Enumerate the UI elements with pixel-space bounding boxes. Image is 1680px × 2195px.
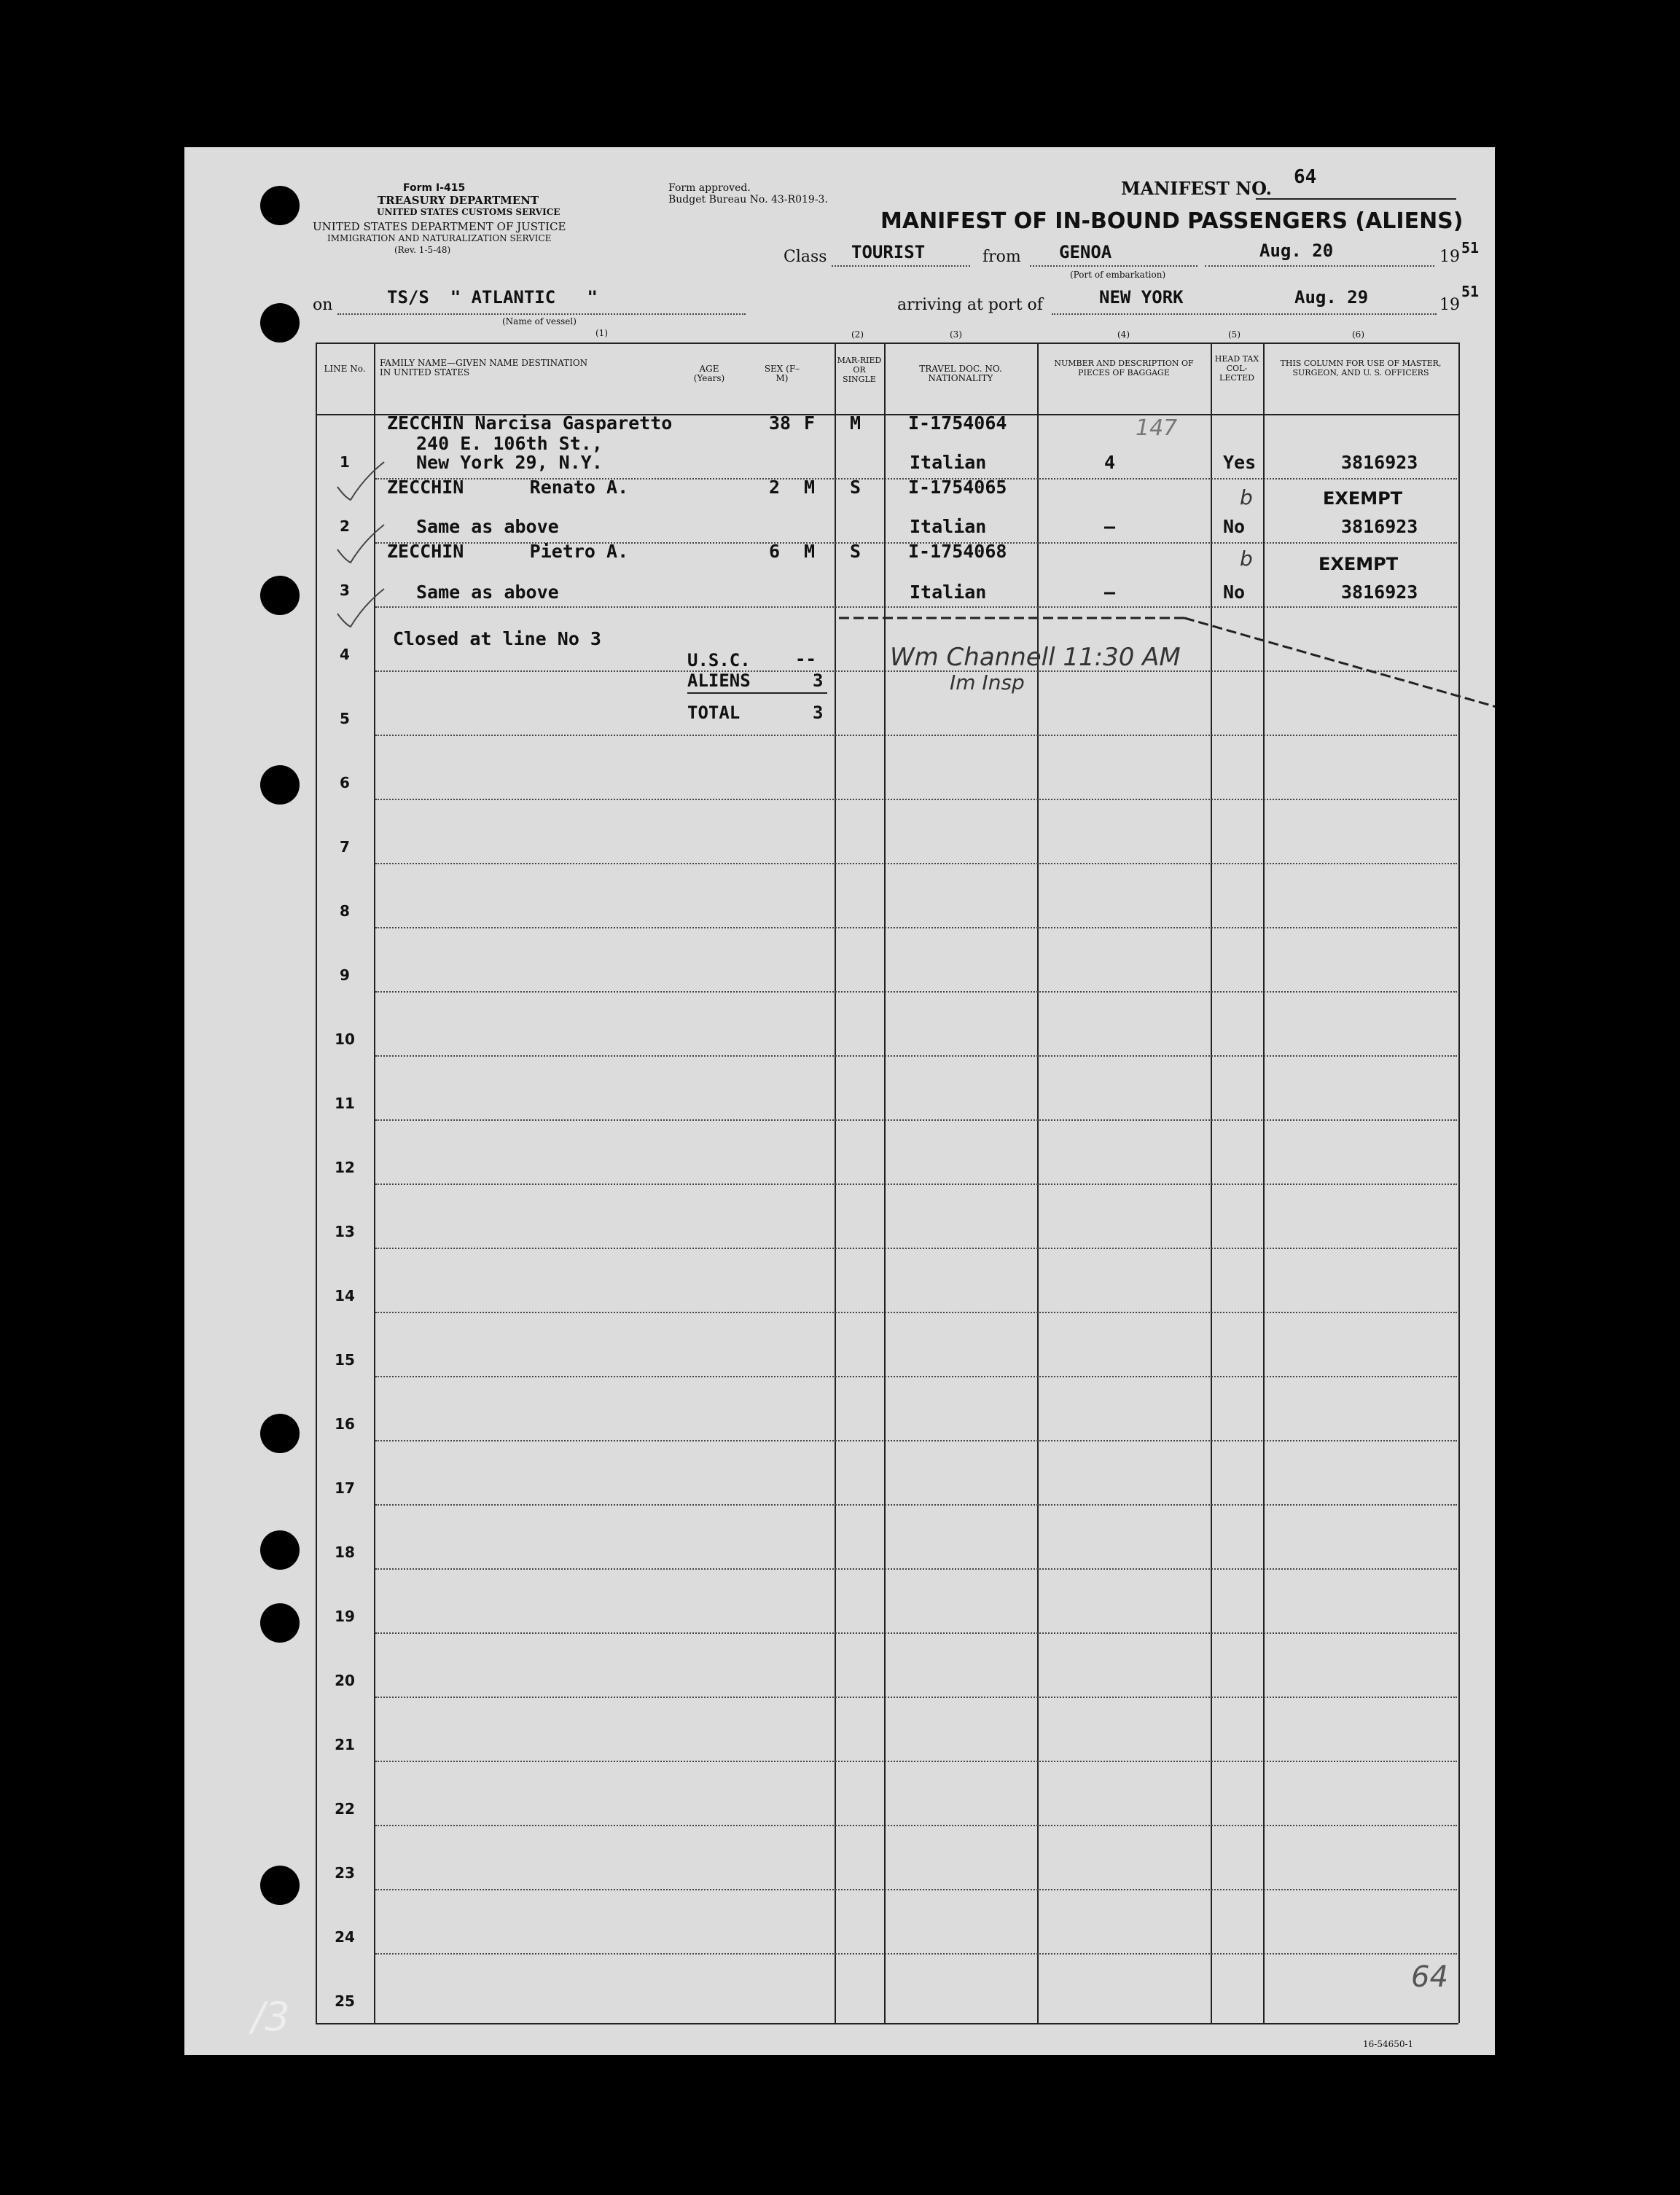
passenger-2-tax-mark: b [1240, 485, 1253, 509]
binder-hole [260, 186, 300, 225]
col-4-number: (4) [1117, 329, 1130, 340]
passenger-1-baggage: 4 [1104, 452, 1116, 473]
inspector-title: Im Insp [950, 670, 1025, 695]
margin-mark: /3 [251, 1994, 290, 2040]
binder-hole [260, 1530, 300, 1570]
footer-code: 16-54650-1 [1363, 2039, 1414, 2049]
passenger-1-name: ZECCHIN Narcisa Gasparetto [387, 412, 673, 434]
col-5-number: (5) [1228, 329, 1241, 340]
form-approved: Form approved. [668, 182, 751, 194]
from-year: 51 [1461, 239, 1480, 257]
line-number: 10 [335, 1030, 355, 1048]
binder-hole [260, 1603, 300, 1643]
row-rule [375, 1889, 1457, 1890]
port-embarkation-label: (Port of embarkation) [1070, 270, 1166, 280]
passenger-2-sex: M [804, 477, 816, 498]
aliens-value: 3 [813, 670, 824, 691]
line-number: 7 [340, 838, 350, 856]
col-6-number: (6) [1352, 329, 1364, 340]
row-rule [375, 1825, 1457, 1826]
header-officers: THIS COLUMN FOR USE OF MASTER, SURGEON, AND U. S. OFFICERS [1280, 359, 1442, 377]
col-2-number: (2) [851, 329, 864, 340]
col-3-number: (3) [950, 329, 962, 340]
line-number: 13 [335, 1223, 355, 1240]
header-name: FAMILY NAME—GIVEN NAME DESTINATION IN UNITED STATES [380, 358, 588, 377]
line-number: 1 [340, 453, 350, 471]
line-number: 11 [335, 1095, 355, 1112]
passenger-1-marital: M [850, 412, 862, 434]
line-number: 24 [335, 1928, 355, 1946]
from-date: Aug. 20 [1259, 240, 1334, 261]
manifest-number: 64 [1294, 166, 1317, 188]
passenger-2-officer-no: 3816923 [1341, 516, 1418, 537]
form-number: Form I-415 [403, 182, 466, 194]
line-number: 8 [340, 902, 350, 920]
line-number: 6 [340, 774, 350, 791]
passenger-2-baggage: – [1104, 516, 1116, 537]
passenger-3-baggage: – [1104, 582, 1116, 603]
line-number: 25 [335, 1992, 355, 2010]
dept-ins: IMMIGRATION AND NATURALIZATION SERVICE [327, 233, 552, 243]
passenger-3-officer-no: 3816923 [1341, 582, 1418, 603]
passenger-2-nationality: Italian [910, 516, 987, 537]
closing-strike-line [184, 147, 1495, 730]
line-number: 21 [335, 1736, 355, 1753]
passenger-1-bag-note: 147 [1136, 415, 1178, 441]
row-rule [375, 1568, 1457, 1570]
manifest-page [184, 147, 1495, 2055]
inspector-signature: Wm Channell 11:30 AM [890, 643, 1181, 672]
passenger-1-dest-city: New York 29, N.Y. [416, 452, 603, 473]
passenger-3-exempt-stamp: EXEMPT [1318, 554, 1399, 574]
row-rule [375, 1504, 1457, 1506]
usc-value: -- [795, 649, 816, 669]
line-number: 12 [335, 1159, 355, 1176]
total-value: 3 [813, 703, 824, 723]
page-title: MANIFEST OF IN-BOUND PASSENGERS (ALIENS) [880, 208, 1464, 234]
row-rule [375, 799, 1457, 800]
passenger-1-nationality: Italian [910, 452, 987, 473]
passenger-2-marital: S [850, 477, 862, 498]
passenger-1-age: 38 [769, 412, 792, 434]
dept-justice: UNITED STATES DEPARTMENT OF JUSTICE [313, 220, 566, 233]
binder-hole [260, 765, 300, 805]
line-number: 22 [335, 1800, 355, 1818]
passenger-1-doc: I-1754064 [908, 412, 1007, 434]
line-number: 15 [335, 1351, 355, 1369]
header-married: MAR-RIED OR SINGLE [837, 356, 882, 384]
binder-hole [260, 1414, 300, 1453]
row-rule [375, 1632, 1457, 1634]
manifest-label: MANIFEST NO. [1121, 178, 1273, 199]
col-1-number: (1) [595, 328, 608, 338]
header-travel-doc: TRAVEL DOC. NO. NATIONALITY [919, 364, 1002, 383]
passenger-2-head-tax: No [1223, 516, 1246, 537]
budget-bureau: Budget Bureau No. 43-R019-3. [668, 194, 828, 206]
passenger-3-name: ZECCHIN Pietro A. [387, 541, 629, 562]
row-rule [375, 1761, 1457, 1762]
usc-label: U.S.C. [687, 650, 751, 670]
passenger-1-officer-no: 3816923 [1341, 452, 1418, 473]
row-rule [375, 863, 1457, 864]
aliens-label: ALIENS [687, 670, 751, 691]
line-number: 9 [340, 966, 350, 984]
from-label: from [982, 248, 1021, 266]
line-number: 5 [340, 710, 350, 727]
passenger-2-exempt-stamp: EXEMPT [1323, 488, 1403, 509]
row-rule [375, 1055, 1457, 1057]
passenger-1-head-tax: Yes [1223, 452, 1257, 473]
row-rule [375, 1697, 1457, 1698]
vessel-name: TS/S " ATLANTIC " [387, 287, 598, 308]
row-rule [375, 1248, 1457, 1249]
from-port: GENOA [1059, 242, 1112, 262]
line-number: 20 [335, 1672, 355, 1689]
passenger-1-sex: F [804, 412, 816, 434]
line-number: 2 [340, 517, 350, 535]
on-label: on [313, 296, 333, 314]
line-number: 18 [335, 1543, 355, 1561]
line-number: 14 [335, 1287, 355, 1304]
passenger-3-head-tax: No [1223, 582, 1246, 603]
line-number: 4 [340, 646, 350, 663]
line-number: 17 [335, 1479, 355, 1497]
passenger-3-destination: Same as above [416, 582, 559, 603]
passenger-2-destination: Same as above [416, 516, 559, 537]
passenger-1-dest-street: 240 E. 106th St., [416, 433, 603, 454]
from-year-prefix: 19 [1439, 248, 1460, 266]
binder-hole [260, 303, 300, 343]
row-rule [375, 735, 1457, 736]
line-number: 16 [335, 1415, 355, 1433]
binder-hole [260, 576, 300, 615]
row-rule [375, 1440, 1457, 1441]
total-label: TOTAL [687, 703, 741, 723]
passenger-3-sex: M [804, 541, 816, 562]
class-label: Class [784, 248, 827, 266]
class-value: TOURIST [851, 242, 926, 262]
arrival-year: 51 [1461, 283, 1480, 300]
line-number: 23 [335, 1864, 355, 1882]
header-line-no: LINE No. [324, 364, 366, 374]
page-number-handwritten: 64 [1411, 1960, 1448, 1994]
arrival-year-prefix: 19 [1439, 296, 1460, 314]
passenger-3-tax-mark: b [1240, 547, 1253, 571]
passenger-3-age: 6 [769, 541, 781, 562]
row-rule [375, 1953, 1457, 1955]
vessel-name-label: (Name of vessel) [502, 316, 577, 326]
arrival-date: Aug. 29 [1294, 287, 1369, 308]
passenger-3-marital: S [850, 541, 862, 562]
dept-customs: UNITED STATES CUSTOMS SERVICE [377, 207, 560, 217]
passenger-2-name: ZECCHIN Renato A. [387, 477, 629, 498]
binder-hole [260, 1866, 300, 1905]
arriving-label: arriving at port of [897, 296, 1043, 314]
line-number: 3 [340, 582, 350, 599]
revision: (Rev. 1-5-48) [394, 245, 451, 255]
row-rule [375, 1119, 1457, 1121]
dept-treasury: TREASURY DEPARTMENT [378, 194, 539, 207]
row-rule [375, 1312, 1457, 1313]
passenger-3-nationality: Italian [910, 582, 987, 603]
header-head-tax: HEAD TAX COL-LECTED [1214, 354, 1259, 383]
row-rule [375, 927, 1457, 928]
header-age: AGE (Years) [693, 364, 725, 383]
arrival-port: NEW YORK [1099, 287, 1184, 308]
row-rule [375, 1376, 1457, 1377]
row-rule [375, 1183, 1457, 1185]
passenger-2-age: 2 [769, 477, 781, 498]
header-sex: SEX (F–M) [764, 364, 800, 383]
closed-at-line: Closed at line No 3 [393, 628, 601, 649]
row-rule [375, 991, 1457, 993]
line-number: 19 [335, 1608, 355, 1625]
header-baggage: NUMBER AND DESCRIPTION OF PIECES OF BAGGAGE [1054, 359, 1194, 377]
passenger-2-doc: I-1754065 [908, 477, 1007, 498]
passenger-3-doc: I-1754068 [908, 541, 1007, 562]
